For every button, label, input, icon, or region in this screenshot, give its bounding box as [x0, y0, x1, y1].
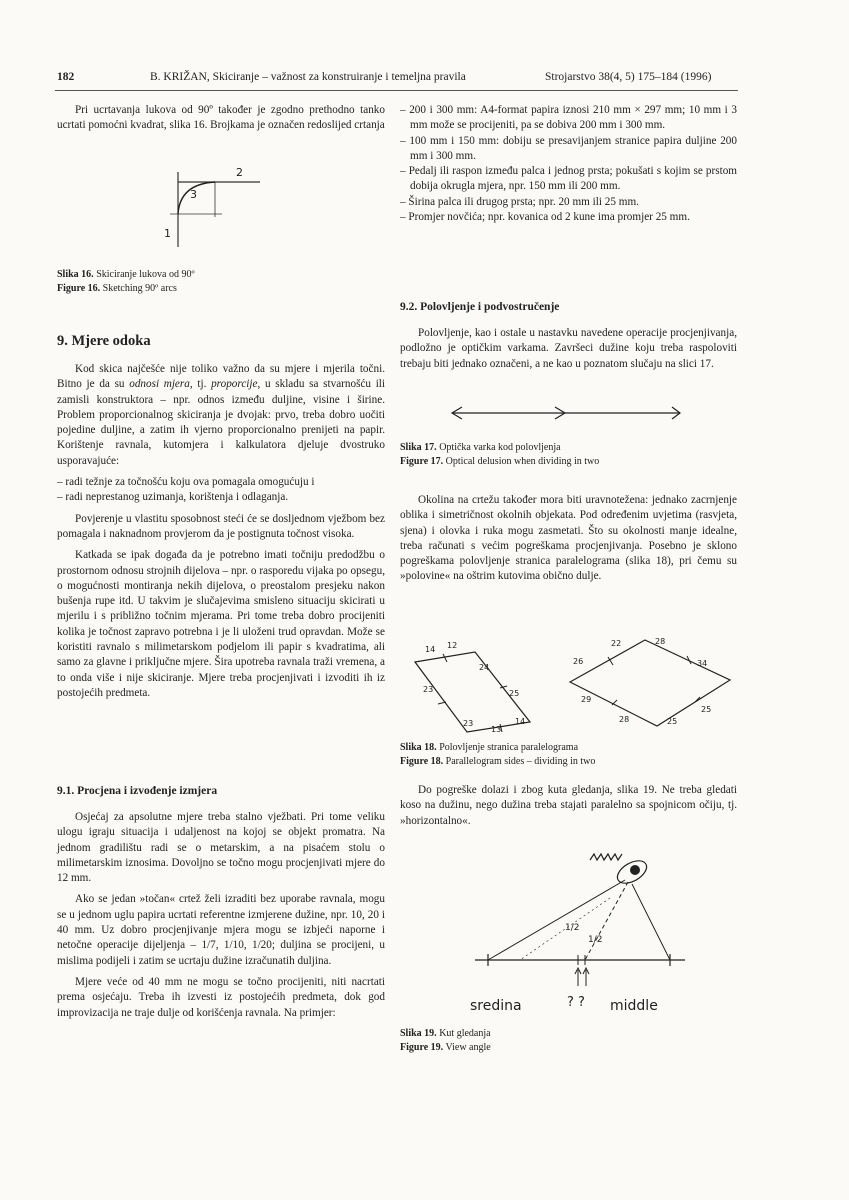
fig18-left-num: 13 [491, 725, 502, 734]
fig16-label-2: 2 [236, 166, 243, 179]
list-item: – 100 mm i 150 mm: dobiju se presavijanjem stranice papira duljine 200 mm i 300 mm. [400, 134, 737, 162]
fig19-caption-hr: Kut gledanja [439, 1028, 491, 1039]
fig17-caption-en: Optical delusion when dividing in two [445, 456, 600, 467]
figure-17-drawing [440, 402, 690, 424]
fig18-left-num: 14 [425, 645, 436, 654]
fig18-left-num: 12 [447, 641, 458, 650]
fig19-half-1: 1/2 [565, 923, 580, 933]
journal-reference: Strojarstvo 38(4, 5) 175–184 (1996) [545, 71, 712, 83]
fig18-right-num: 22 [611, 639, 622, 648]
section-9-2-body [400, 326, 737, 378]
fig18-left-num: 24 [479, 663, 490, 672]
right-column-list [400, 103, 737, 231]
figure-18-drawing [405, 630, 740, 740]
figure-19-caption [400, 1027, 491, 1055]
figure-18-caption [400, 741, 595, 769]
reference-lengths-list [400, 103, 737, 225]
figure-17-caption [400, 441, 599, 469]
paragraph-reference-lengths: Ako se jedan »točan« crtež želi izraditi bez uporabe ravnala, mogu se u jednom uglu papira ucrtati referentne izmjerene dužine, npr. 10, 20 i 40 mm. Uz dobro procjenjivanje mjera mogu se izbjeći naporne i netočne operacije dijeljenja – 1/7, 1/10, 1/20; duljina se procijeni, u mislima podijeli i zatim se ucrtaju dužine izračunatih duljina. [57, 893, 385, 967]
list-item: – Promjer novčića; npr. kovanica od 2 kune ima promjer 25 mm. [400, 211, 690, 224]
fig17-label-hr: Slika 17. [400, 442, 437, 453]
fig16-caption-en: Sketching 90º arcs [102, 283, 177, 294]
running-title: B. KRIŽAN, Skiciranje – važnost za konstruiranje i temeljna pravila [150, 71, 466, 83]
intro-paragraph: Pri ucrtavanja lukova od 90º također je zgodno prethodno tanko ucrtati pomoćni kvadrat, slika 16. Brojkama je označen redoslijed crtanja [57, 104, 385, 132]
fig16-caption-hr: Skiciranje lukova od 90º [96, 269, 195, 280]
section-9-2-heading: 9.2. Polovljenje i podvostručenje [400, 301, 560, 313]
p1-text-b: , tj. [189, 378, 212, 391]
section-9-1-body [57, 810, 385, 1027]
fig19-word-left: sredina [470, 998, 522, 1014]
p1-emphasis-2: proporcije [211, 378, 258, 391]
p1-text-c: , u skladu sa stvarnošću ili zamisli konstruktora – npr. odnos između duljine, visine i širine. Problem proporcionalnog skiciranja je dvojak: prvo, treba dobro uočiti pojedine duljine, a zatim ih vjerno proporcionalno prenijeti na papir. Korištenje ravnala, kutomjera i kalkulatora djeluje dvostruko usporavajuće: [57, 378, 386, 467]
left-column-top [57, 103, 385, 140]
fig18-right-num: 28 [655, 637, 666, 646]
page-number: 182 [57, 71, 75, 83]
fig19-label-hr: Slika 19. [400, 1028, 437, 1039]
fig19-caption-en: View angle [445, 1042, 491, 1053]
paragraph-absolute-measures: Osjećaj za apsolutne mjere treba stalno vježbati. Pri tome veliku ulogu igraju situacija i udaljenost na kojoj se objekt promatra. Na jednom gradilištu radi se o metarskim, a na pisaćem stolu o milimetarskim iznosima. Dovoljno se točno mogu procjenjivati mjere do 12 mm. [57, 811, 385, 885]
fig18-right-num: 26 [573, 657, 584, 666]
paragraph-scale-sketch: Katkada se ipak događa da je potrebno imati točniju predodžbu o prostornom odnosu strojnih dijelova – npr. o rasporedu vijaka po opsegu, o mogućnosti montiranja nekih dijelova, o preostalom presjeku nakon bušenja rupe itd. U takvim je slučajevima smisleno situaciju skicirati u mjerilu i s približno točnim mjerama. Pri tome treba dobro procijeniti kolika je točnost zapravo potrebna i je li uloženi trud opravdan. Može se koristiti ravnalo s milimetarskom podjelom ili papir s kvadratima, ali samo za glavne i priključne mjere. Šira upotreba ravnala traži vremena, a to onda više i nije skiciranje. Mjere treba procjenjivati i izvoditi ih iz postojećih predmeta. [57, 549, 385, 699]
fig19-half-2: 1/2 [588, 935, 603, 945]
fig18-label-hr: Slika 18. [400, 742, 437, 753]
fig18-right-num: 29 [581, 695, 592, 704]
fig16-label-en: Figure 16. [57, 283, 101, 294]
fig17-caption-hr: Optička varka kod polovljenja [439, 442, 561, 453]
header-rule [55, 90, 738, 91]
paragraph-view-angle: Do pogreške dolazi i zbog kuta gledanja, slika 19. Ne treba gledati koso na dužinu, nego dužina treba stajati paralelno sa spojnicom očiju, tj. »horizontalno«. [400, 784, 737, 827]
list-item: – Širina palca ili drugog prsta; npr. 20 mm ili 25 mm. [400, 195, 639, 208]
fig18-left-num: 23 [423, 685, 434, 694]
fig18-caption-hr: Polovljenje stranica paralelograma [439, 742, 579, 753]
figure-16-caption [57, 268, 195, 296]
p1-text-a: Kod skica najčešće nije toliko važno da su mjere i mjerila točni. Bitno je da su [57, 363, 385, 391]
fig19-word-right: middle [610, 998, 658, 1014]
figure-19-drawing [460, 838, 700, 1018]
fig16-label-1: 1 [164, 227, 171, 240]
fig18-right-num: 25 [667, 717, 678, 726]
list-item: – 200 i 300 mm: A4-format papira iznosi 210 mm × 297 mm; 10 mm i 3 mm može se procijeniti, pa se dobiva 200 mm i 300 mm. [400, 104, 737, 132]
paragraph-halving: Polovljenje, kao i ostale u nastavku navedene operacije procjenjivanja, podložno je optičkim varkama. Završeci dužine koju treba raspoloviti trebaju biti jednako označeni, a ne kao u poznatom slučaju na slici 17. [400, 327, 737, 370]
paragraph-proportions [57, 362, 385, 469]
section-9-heading: 9. Mjere odoka [57, 333, 151, 349]
fig18-left-num: 23 [463, 719, 474, 728]
environment-body [400, 493, 737, 591]
p1-emphasis-1: odnosi mjera [129, 378, 190, 391]
fig18-right-num: 34 [697, 659, 708, 668]
fig18-right-num: 25 [701, 705, 712, 714]
fig18-label-en: Figure 18. [400, 756, 444, 767]
section-9-body [57, 362, 385, 707]
list-item: – Pedalj ili raspon između palca i jednog prsta; pokušati s kojim se prstom dobija okrugla mjera, npr. 150 mm ili 200 mm. [400, 165, 737, 193]
paragraph-larger-measures: Mjere veće od 40 mm ne mogu se točno procijeniti, niti nacrtati prema osjećaju. Treba ih izvesti iz postojećih predmeta, dok god improvizacija ne traje dulje od korišćenja ravnala. Na primjer: [57, 975, 385, 1019]
figure-16-drawing [150, 162, 270, 262]
fig19-label-en: Figure 19. [400, 1042, 444, 1053]
paragraph-environment: Okolina na crtežu također mora biti uravnotežena: jednako zacrnjenje oblika i simetričnost okolnih objekata. Pod određenim uvjetima (rasvjeta, sjena) i olovka i ruka mogu zasmetati. Što su okolnosti manje idealne, treba računati s većim pogreškama procjenjivanja. Posebno je sklono pogreškama polovljenje stranica paralelograma (slika 18), pri čemu su »polovine« na oštrim kutovima obično dulje. [400, 494, 737, 583]
fig17-label-en: Figure 17. [400, 456, 444, 467]
fig18-left-num: 25 [509, 689, 520, 698]
section-9-1-heading: 9.1. Procjena i izvođenje izmjera [57, 785, 218, 797]
fig19-question: ? ? [567, 995, 585, 1010]
fig16-label-3: 3 [190, 188, 197, 201]
fig16-label-hr: Slika 16. [57, 269, 94, 280]
paragraph-confidence: Povjerenje u vlastitu sposobnost steći će se dosljednom vježbom bez pomagala i naknadnom provjerom da je postignuta točnost visoka. [57, 512, 385, 540]
list-item: – radi težnje za točnošću koju ova pomagala omogućuju i [57, 476, 315, 489]
slowdown-list [57, 475, 385, 506]
list-item: – radi neprestanog uzimanja, korištenja i odlaganja. [57, 491, 289, 504]
fig18-caption-en: Parallelogram sides – dividing in two [445, 756, 596, 767]
fig18-right-num: 28 [619, 715, 630, 724]
fig18-left-num: 14 [515, 717, 526, 726]
view-angle-body [400, 783, 737, 835]
